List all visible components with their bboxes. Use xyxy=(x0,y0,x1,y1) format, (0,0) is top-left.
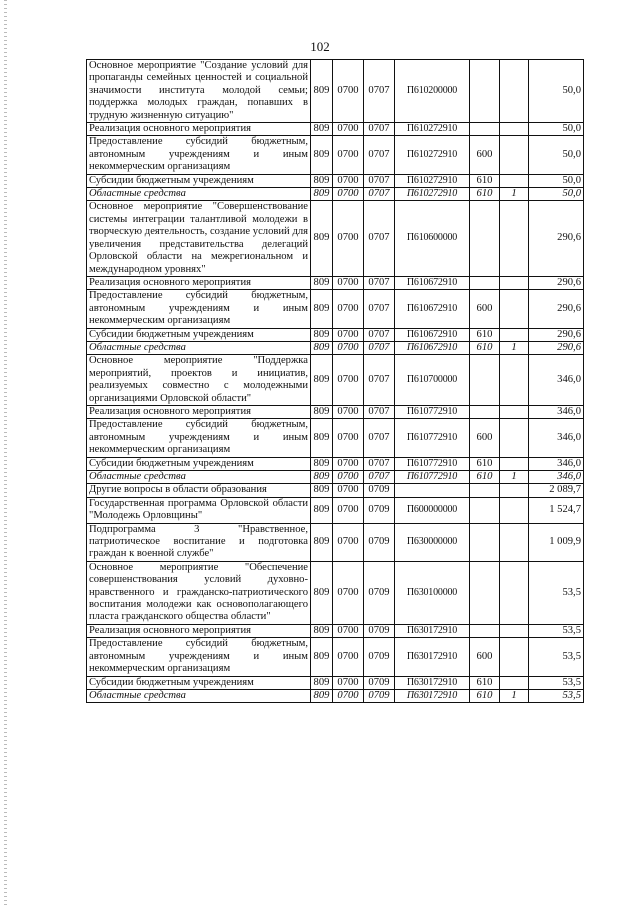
table-row xyxy=(87,328,584,341)
funding-source-code xyxy=(500,561,529,624)
target-item-code: П610600000 xyxy=(395,201,470,276)
funding-source-code xyxy=(500,174,529,187)
table-row xyxy=(87,471,584,484)
expense-type-code xyxy=(470,484,500,497)
subsection-code: 0709 xyxy=(364,676,395,689)
subsection-code: 0709 xyxy=(364,561,395,624)
funding-source-code xyxy=(500,328,529,341)
amount: 346,0 xyxy=(529,355,584,406)
ved-code: 809 xyxy=(311,290,333,328)
row-name: Основное мероприятие "Совершенствование системы интеграции талантливой молодежи в творческую деятельность, создание условий для увеличения представительства делегаций Орловской области на межрегиональном и международном уровнях" xyxy=(87,201,311,276)
table-row xyxy=(87,60,584,123)
target-item-code: П610272910 xyxy=(395,188,470,201)
expense-type-code: 610 xyxy=(470,188,500,201)
amount: 53,5 xyxy=(529,638,584,676)
funding-source-code xyxy=(500,123,529,136)
funding-source-code xyxy=(500,676,529,689)
target-item-code: П610272910 xyxy=(395,174,470,187)
funding-source-code xyxy=(500,497,529,523)
ved-code: 809 xyxy=(311,523,333,561)
ved-code: 809 xyxy=(311,276,333,289)
row-name: Основное мероприятие "Поддержка мероприятий, проектов и инициатив, реализуемых совместно с молодежными организациями Орловской области" xyxy=(87,355,311,406)
subsection-code: 0707 xyxy=(364,457,395,470)
ved-code: 809 xyxy=(311,638,333,676)
target-item-code: П610772910 xyxy=(395,457,470,470)
page-number: 102 xyxy=(310,39,330,54)
amount: 50,0 xyxy=(529,174,584,187)
expense-type-code xyxy=(470,60,500,123)
amount: 50,0 xyxy=(529,60,584,123)
table-row xyxy=(87,484,584,497)
subsection-code: 0707 xyxy=(364,419,395,457)
amount: 53,5 xyxy=(529,689,584,702)
expense-type-code xyxy=(470,405,500,418)
amount: 290,6 xyxy=(529,201,584,276)
section-code: 0700 xyxy=(333,341,364,354)
funding-source-code xyxy=(500,201,529,276)
subsection-code: 0707 xyxy=(364,136,395,174)
table-row xyxy=(87,676,584,689)
target-item-code: П610700000 xyxy=(395,355,470,406)
ved-code: 809 xyxy=(311,624,333,637)
subsection-code: 0707 xyxy=(364,405,395,418)
ved-code: 809 xyxy=(311,201,333,276)
subsection-code: 0709 xyxy=(364,484,395,497)
amount: 1 524,7 xyxy=(529,497,584,523)
ved-code: 809 xyxy=(311,497,333,523)
amount: 346,0 xyxy=(529,419,584,457)
section-code: 0700 xyxy=(333,419,364,457)
row-name: Предоставление субсидий бюджетным, автономным учреждениям и иным некоммерческим организациям xyxy=(87,419,311,457)
table-row xyxy=(87,638,584,676)
target-item-code: П600000000 xyxy=(395,497,470,523)
section-code: 0700 xyxy=(333,484,364,497)
row-name: Субсидии бюджетным учреждениям xyxy=(87,676,311,689)
amount: 53,5 xyxy=(529,561,584,624)
table-row xyxy=(87,341,584,354)
row-name: Реализация основного мероприятия xyxy=(87,624,311,637)
expense-type-code: 610 xyxy=(470,328,500,341)
ved-code: 809 xyxy=(311,457,333,470)
table-row xyxy=(87,523,584,561)
section-code: 0700 xyxy=(333,689,364,702)
amount: 346,0 xyxy=(529,405,584,418)
row-name: Субсидии бюджетным учреждениям xyxy=(87,457,311,470)
funding-source-code xyxy=(500,405,529,418)
ved-code: 809 xyxy=(311,123,333,136)
expense-type-code: 610 xyxy=(470,341,500,354)
target-item-code: П610200000 xyxy=(395,60,470,123)
table-row xyxy=(87,174,584,187)
table-row xyxy=(87,457,584,470)
funding-source-code xyxy=(500,290,529,328)
row-name: Реализация основного мероприятия xyxy=(87,276,311,289)
section-code: 0700 xyxy=(333,676,364,689)
subsection-code: 0707 xyxy=(364,355,395,406)
section-code: 0700 xyxy=(333,174,364,187)
expense-type-code xyxy=(470,276,500,289)
subsection-code: 0709 xyxy=(364,497,395,523)
expense-type-code: 610 xyxy=(470,689,500,702)
row-name: Подпрограмма 3 "Нравственное, патриотическое воспитание и подготовка граждан к военной службе" xyxy=(87,523,311,561)
amount: 290,6 xyxy=(529,290,584,328)
expense-type-code: 600 xyxy=(470,419,500,457)
ved-code: 809 xyxy=(311,676,333,689)
section-code: 0700 xyxy=(333,60,364,123)
row-name: Областные средства xyxy=(87,188,311,201)
funding-source-code xyxy=(500,624,529,637)
ved-code: 809 xyxy=(311,136,333,174)
row-name: Областные средства xyxy=(87,341,311,354)
row-name: Основное мероприятие "Обеспечение совершенствования условий духовно-нравственного и гражданско-патриотического воспитания молодежи как основополагающего пласта гражданского общества области" xyxy=(87,561,311,624)
funding-source-code xyxy=(500,419,529,457)
ved-code: 809 xyxy=(311,341,333,354)
expense-type-code: 600 xyxy=(470,638,500,676)
section-code: 0700 xyxy=(333,523,364,561)
expense-type-code xyxy=(470,201,500,276)
subsection-code: 0709 xyxy=(364,638,395,676)
expense-type-code: 600 xyxy=(470,136,500,174)
funding-source-code xyxy=(500,484,529,497)
table-row xyxy=(87,188,584,201)
target-item-code: П610772910 xyxy=(395,405,470,418)
section-code: 0700 xyxy=(333,276,364,289)
section-code: 0700 xyxy=(333,497,364,523)
target-item-code: П610672910 xyxy=(395,328,470,341)
table-row xyxy=(87,561,584,624)
amount: 50,0 xyxy=(529,188,584,201)
table-row xyxy=(87,624,584,637)
ved-code: 809 xyxy=(311,188,333,201)
section-code: 0700 xyxy=(333,471,364,484)
ved-code: 809 xyxy=(311,561,333,624)
binding-edge xyxy=(4,0,7,905)
expense-type-code: 600 xyxy=(470,290,500,328)
funding-source-code xyxy=(500,638,529,676)
table-row xyxy=(87,405,584,418)
table-row xyxy=(87,497,584,523)
target-item-code: П630172910 xyxy=(395,676,470,689)
section-code: 0700 xyxy=(333,136,364,174)
funding-source-code xyxy=(500,136,529,174)
row-name: Реализация основного мероприятия xyxy=(87,123,311,136)
section-code: 0700 xyxy=(333,123,364,136)
funding-source-code: 1 xyxy=(500,341,529,354)
ved-code: 809 xyxy=(311,174,333,187)
expense-type-code xyxy=(470,523,500,561)
table-row xyxy=(87,290,584,328)
ved-code: 809 xyxy=(311,60,333,123)
subsection-code: 0707 xyxy=(364,471,395,484)
expense-type-code xyxy=(470,561,500,624)
subsection-code: 0707 xyxy=(364,60,395,123)
subsection-code: 0707 xyxy=(364,276,395,289)
row-name: Государственная программа Орловской области "Молодежь Орловщины" xyxy=(87,497,311,523)
target-item-code: П610672910 xyxy=(395,276,470,289)
target-item-code: П610772910 xyxy=(395,419,470,457)
funding-source-code xyxy=(500,60,529,123)
ved-code: 809 xyxy=(311,405,333,418)
row-name: Реализация основного мероприятия xyxy=(87,405,311,418)
section-code: 0700 xyxy=(333,328,364,341)
table-row xyxy=(87,419,584,457)
amount: 53,5 xyxy=(529,624,584,637)
section-code: 0700 xyxy=(333,188,364,201)
target-item-code: П630100000 xyxy=(395,561,470,624)
subsection-code: 0707 xyxy=(364,174,395,187)
subsection-code: 0707 xyxy=(364,188,395,201)
section-code: 0700 xyxy=(333,201,364,276)
section-code: 0700 xyxy=(333,624,364,637)
target-item-code: П630172910 xyxy=(395,689,470,702)
target-item-code: П630172910 xyxy=(395,624,470,637)
amount: 290,6 xyxy=(529,328,584,341)
row-name: Предоставление субсидий бюджетным, автономным учреждениям и иным некоммерческим организациям xyxy=(87,638,311,676)
expense-type-code: 610 xyxy=(470,676,500,689)
expense-type-code xyxy=(470,123,500,136)
ved-code: 809 xyxy=(311,484,333,497)
row-name: Областные средства xyxy=(87,689,311,702)
table-row xyxy=(87,689,584,702)
ved-code: 809 xyxy=(311,689,333,702)
budget-table xyxy=(86,59,584,703)
expense-type-code xyxy=(470,497,500,523)
subsection-code: 0709 xyxy=(364,523,395,561)
subsection-code: 0707 xyxy=(364,341,395,354)
amount: 2 089,7 xyxy=(529,484,584,497)
ved-code: 809 xyxy=(311,471,333,484)
section-code: 0700 xyxy=(333,290,364,328)
section-code: 0700 xyxy=(333,405,364,418)
amount: 50,0 xyxy=(529,123,584,136)
table-row xyxy=(87,123,584,136)
expense-type-code: 610 xyxy=(470,174,500,187)
budget-table-body xyxy=(87,60,584,703)
section-code: 0700 xyxy=(333,561,364,624)
funding-source-code xyxy=(500,276,529,289)
table-row xyxy=(87,276,584,289)
subsection-code: 0709 xyxy=(364,689,395,702)
amount: 53,5 xyxy=(529,676,584,689)
target-item-code: П610672910 xyxy=(395,290,470,328)
row-name: Областные средства xyxy=(87,471,311,484)
expense-type-code xyxy=(470,355,500,406)
row-name: Другие вопросы в области образования xyxy=(87,484,311,497)
row-name: Субсидии бюджетным учреждениям xyxy=(87,328,311,341)
table-row xyxy=(87,136,584,174)
target-item-code: П610772910 xyxy=(395,471,470,484)
funding-source-code: 1 xyxy=(500,471,529,484)
row-name: Основное мероприятие "Создание условий для пропаганды семейных ценностей и социальной значимости института молодой семьи; поддержка молодых граждан, попавших в трудную жизненную ситуацию" xyxy=(87,60,311,123)
section-code: 0700 xyxy=(333,638,364,676)
target-item-code xyxy=(395,484,470,497)
row-name: Предоставление субсидий бюджетным, автономным учреждениям и иным некоммерческим организациям xyxy=(87,136,311,174)
ved-code: 809 xyxy=(311,419,333,457)
funding-source-code xyxy=(500,355,529,406)
target-item-code: П610672910 xyxy=(395,341,470,354)
funding-source-code xyxy=(500,457,529,470)
funding-source-code: 1 xyxy=(500,689,529,702)
amount: 50,0 xyxy=(529,136,584,174)
table-row xyxy=(87,355,584,406)
target-item-code: П610272910 xyxy=(395,136,470,174)
subsection-code: 0707 xyxy=(364,123,395,136)
subsection-code: 0707 xyxy=(364,201,395,276)
row-name: Предоставление субсидий бюджетным, автономным учреждениям и иным некоммерческим организациям xyxy=(87,290,311,328)
amount: 346,0 xyxy=(529,471,584,484)
table-row xyxy=(87,201,584,276)
funding-source-code xyxy=(500,523,529,561)
funding-source-code: 1 xyxy=(500,188,529,201)
amount: 290,6 xyxy=(529,276,584,289)
subsection-code: 0707 xyxy=(364,290,395,328)
amount: 346,0 xyxy=(529,457,584,470)
amount: 1 009,9 xyxy=(529,523,584,561)
target-item-code: П630172910 xyxy=(395,638,470,676)
ved-code: 809 xyxy=(311,328,333,341)
expense-type-code: 610 xyxy=(470,457,500,470)
expense-type-code: 610 xyxy=(470,471,500,484)
row-name: Субсидии бюджетным учреждениям xyxy=(87,174,311,187)
subsection-code: 0707 xyxy=(364,328,395,341)
expense-type-code xyxy=(470,624,500,637)
target-item-code: П630000000 xyxy=(395,523,470,561)
section-code: 0700 xyxy=(333,457,364,470)
section-code: 0700 xyxy=(333,355,364,406)
subsection-code: 0709 xyxy=(364,624,395,637)
target-item-code: П610272910 xyxy=(395,123,470,136)
amount: 290,6 xyxy=(529,341,584,354)
ved-code: 809 xyxy=(311,355,333,406)
